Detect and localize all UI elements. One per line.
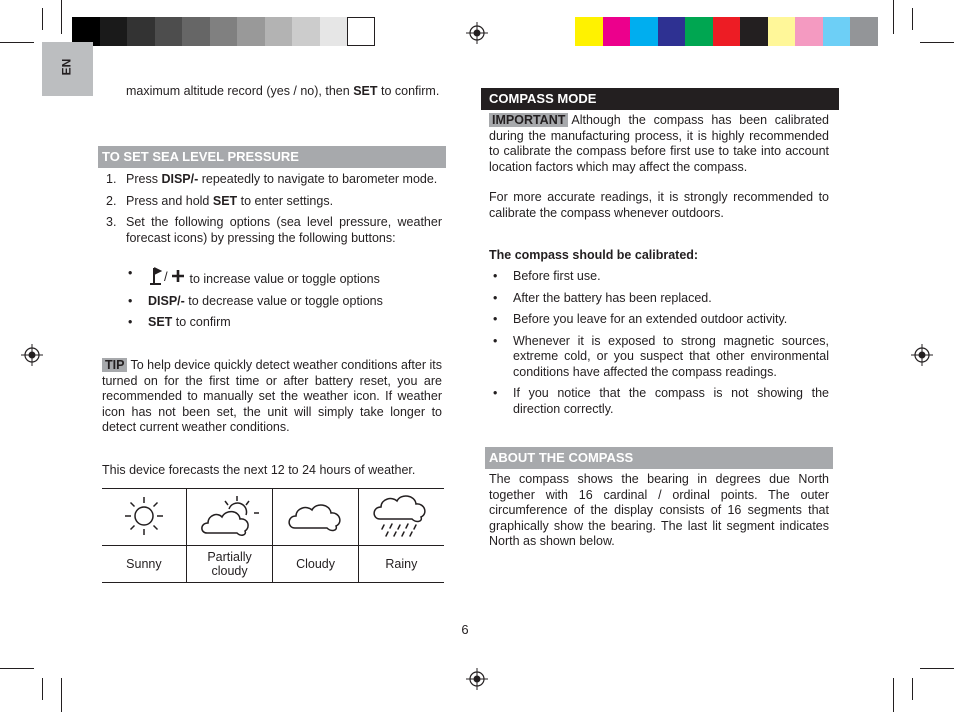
important-paragraph [489,113,829,175]
bullet-text: Before you leave for an extended outdoor activity. [513,312,788,326]
crop-mark [42,8,43,30]
crop-mark [920,668,954,669]
crop-mark [0,42,34,43]
bullet-dot: • [493,290,498,305]
bullet-text: After the battery has been replaced. [513,290,712,305]
step-text-end: to enter settings. [237,193,334,208]
forecast-icon-cell [102,489,186,546]
important-text: Although the compass has been calibrated during the manufacturing process, it is highly recommended to calibrate the compass before first use to take into account location factors which may affect the compass. [489,113,829,174]
bullet-dot: • [493,333,498,348]
gray-swatch [100,17,128,46]
step-item [102,215,442,246]
intro-paragraph [126,84,442,100]
color-swatch [658,17,686,46]
about-paragraph: The compass shows the bearing in degrees due North together with 16 cardinal / ordinal points. The outer circumference of the display consists of 16 segments that graphically show the bearing. The last lit segment indicates North as shown below. [489,472,829,548]
gray-swatch [320,17,348,46]
svg-text:/: / [164,269,168,284]
bullet-text: to increase value or toggle options [186,272,380,286]
forecast-icon-cell [358,489,444,546]
crop-mark [893,678,894,712]
step-number: 3. [106,215,117,229]
crop-mark [893,0,894,34]
crop-mark [912,8,913,30]
bullet-item [124,315,444,331]
color-swatch [603,17,631,46]
color-swatch [795,17,823,46]
calibrate-bullets [489,269,829,417]
tip-paragraph [102,358,442,436]
color-swatch [768,17,796,46]
color-swatch [575,17,603,46]
section-heading-about-compass: ABOUT THE COMPASS [485,447,833,469]
tip-badge: TIP [102,358,127,372]
bullet-text: If you notice that the compass is not showing the direction correctly. [513,386,829,416]
crop-mark [42,678,43,700]
step-bold: SET [212,193,238,208]
bullet-text: to confirm [172,315,231,329]
forecast-icon-cell [273,489,358,546]
forecast-label-row [102,546,444,583]
crop-mark [61,678,62,712]
registration-mark-icon [466,22,488,44]
forecast-icon-row [102,489,444,546]
gray-swatch [347,17,375,46]
gray-swatch [210,17,238,46]
forecast-label: Rainy [358,546,444,583]
intro-text-end: to confirm. [377,84,440,98]
bullet-item [124,266,444,288]
bullet-item [489,269,829,285]
accuracy-paragraph: For more accurate readings, it is strongly recommended to calibrate the compass whenever outdoors. [489,190,829,220]
bullet-bold: DISP/- [148,293,185,308]
rain-icon [370,493,432,539]
tip-text: To help device quickly detect weather conditions after its turned on for the first time or after battery reset, you are recommended to manually set the weather icon. If weather icon has not been set, the unit will simply take longer to detect current weather conditions. [102,358,442,434]
gray-swatch [182,17,210,46]
bullet-item [489,312,829,328]
bullet-dot: • [128,266,133,280]
crop-mark [0,668,34,669]
sun-icon [122,494,166,538]
section-heading-sea-level: TO SET SEA LEVEL PRESSURE [98,146,446,168]
color-swatch [713,17,741,46]
step-text: Press [126,172,162,186]
gray-swatch [127,17,155,46]
color-swatch [850,17,878,46]
bullet-dot: • [493,312,498,326]
step-text: Press and hold [126,193,213,208]
bullet-dot: • [493,386,498,400]
step-number: 2. [106,193,117,208]
important-badge: IMPORTANT [489,113,568,127]
registration-mark-icon [21,344,43,366]
section-heading-compass-mode: COMPASS MODE [481,88,839,110]
page-number: 6 [461,622,469,637]
color-swatch [823,17,851,46]
language-tab [42,42,93,96]
table-bottom-rule [102,582,444,583]
partly-cloudy-icon [199,493,261,539]
step-text: Set the following options (sea level pressure, weather forecast icons) by pressing the following buttons: [126,215,442,245]
gray-swatch [237,17,265,46]
bullet-text: Before first use. [513,269,601,283]
forecast-paragraph: This device forecasts the next 12 to 24 hours of weather. [102,463,416,477]
forecast-icon-cell [186,489,273,546]
color-swatch [685,17,713,46]
forecast-table [102,489,444,582]
crop-mark [912,678,913,700]
cloud-icon [285,496,347,536]
bullet-dot: • [128,293,133,308]
bullet-dot: • [493,269,498,283]
language-label: EN [59,58,74,76]
bullet-item [124,294,444,310]
forecast-label: Sunny [126,557,162,571]
color-swatch [630,17,658,46]
step-text-end: repeatedly to navigate to barometer mode. [198,172,438,186]
gray-swatch [155,17,183,46]
forecast-label: Partially cloudy [186,546,273,583]
step-item [102,172,442,188]
gray-swatch [265,17,293,46]
calibrate-heading: The compass should be calibrated: [489,248,699,262]
bullet-item [489,334,829,381]
intro-text: maximum altitude record (yes / no), then [126,84,354,98]
altitude-plus-icon [148,266,186,286]
step-number: 1. [106,172,117,186]
bullet-item [489,386,829,417]
button-bullets [124,266,444,331]
bullet-text: Whenever it is exposed to strong magnetic sources, extreme cold, or you suspect that other environmental conditions have affected the compass readings. [513,333,829,379]
sea-level-steps [102,172,442,252]
gray-swatch [292,17,320,46]
bullet-text: to decrease value or toggle options [184,293,383,308]
bullet-dot: • [128,315,133,329]
crop-mark [920,42,954,43]
step-item [102,194,442,210]
crop-mark [61,0,62,34]
intro-bold: SET [353,84,378,98]
step-bold: DISP/- [161,172,199,186]
bullet-item [489,291,829,307]
bullet-bold: SET [148,315,173,329]
registration-mark-icon [911,344,933,366]
registration-mark-icon [466,668,488,690]
color-swatch [740,17,768,46]
forecast-label: Cloudy [273,546,358,583]
